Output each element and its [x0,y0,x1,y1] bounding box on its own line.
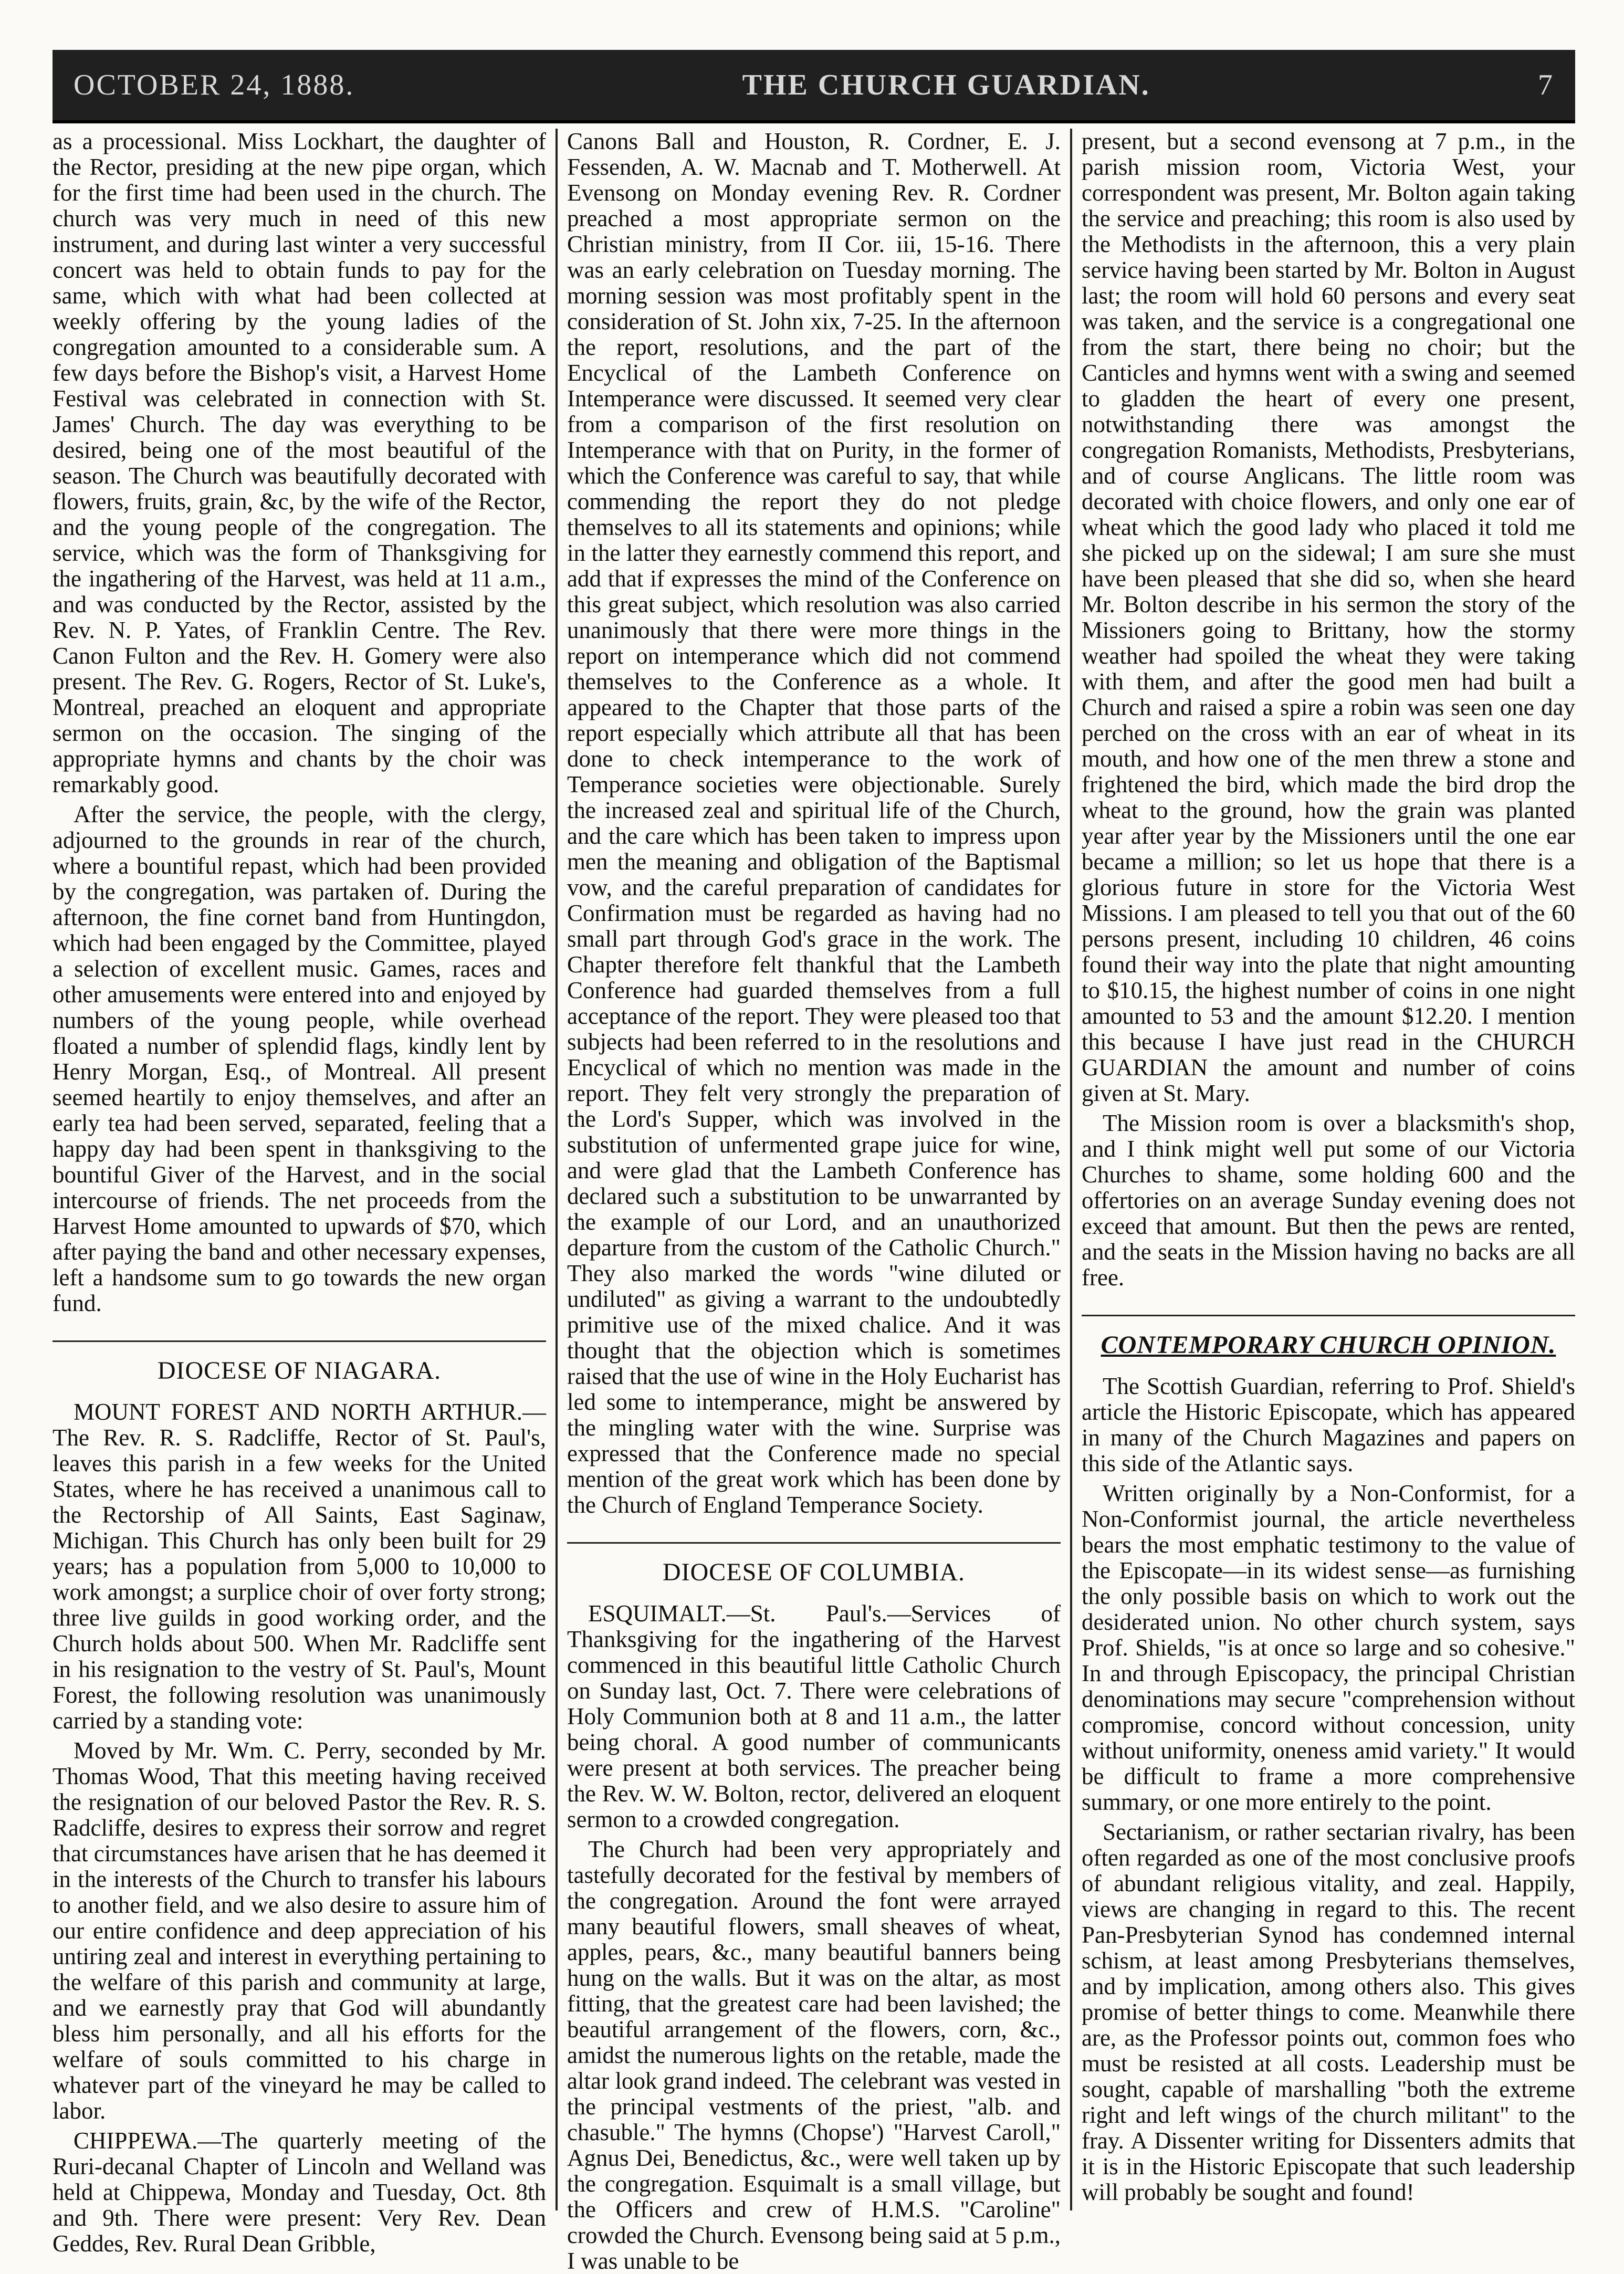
section-heading-niagara: DIOCESE OF NIAGARA. [53,1340,546,1384]
page-number: 7 [1538,69,1554,101]
paragraph: Sectarianism, or rather sectarian rivalry, has been often regarded as one of the most conclusive proofs of abundant religious vitality, and zeal. Happily, views are changing in regard to this. The recent Pan-Presbyterian Synod has condemned internal schism, at least among Presbyterians themselves, and by implication, among others also. This gives promise of better things to come. Meanwhile there are, as the Professor points out, common foes who must be resisted at all costs. Leadership must be sought, capable of marshalling "both the extreme right and left wings of the church militant" to the fray. A Dissenter writing for Dissenters admits that it is in the Historic Episcopate that such leadership will probably be sought and found! [1082,1819,1575,2205]
section-heading-opinion: CONTEMPORARY CHURCH OPINION. [1082,1315,1575,1358]
paragraph: present, but a second evensong at 7 p.m., in the parish mission room, Victoria West, your correspondent was present, Mr. Bolton again taking the service and preaching; this room is also used by the Methodists in the afternoon, this a very plain service having been started by Mr. Bolton in August last; the room will hold 60 persons and every seat was taken, and the service is a congregational one from the start, there being no choir; but the Canticles and hymns went with a swing and seemed to gladden the heart of every one present, notwithstanding there was amongst the congregation Romanists, Methodists, Presbyterians, and of course Anglicans. The little room was decorated with choice flowers, and only one ear of wheat which the good lady who placed it told me she picked up on the sidewal; I am sure she must have been pleased that she did so, when she heard Mr. Bolton describe in his sermon the story of the Missioners going to Brittany, how the stormy weather had spoiled the wheat they were taking with them, and after the good men had built a Church and raised a spire a robin was seen one day perched on the cross with an ear of wheat in its mouth, and how one of the men threw a stone and frightened the bird, which made the bird drop the wheat to the ground, how the grain was planted year after year by the Missioners until the one ear became a million; so let us hope that there is a glorious future in store for the Victoria West Missions. I am pleased to tell you that out of the 60 persons present, including 10 children, 46 coins found their way into the plate that night amounting to $10.15, the highest number of coins in one night amounted to 53 and the amount $12.20. I mention this because I have just read in the CHURCH GUARDIAN the amount and number of coins given at St. Mary. [1082,128,1575,1106]
column-3 [1082,129,1575,2210]
paragraph: Written originally by a Non-Conformist, for a Non-Conformist journal, the article nevertheless bears the most emphatic testimony to the value of the Episcopate—in its widest sense—as furnishing the only possible basis on which to work out the desiderated union. No other church system, says Prof. Shields, "is at once so large and so cohesive." In and through Episcopacy, the principal Christian denominations may secure "comprehension without compromise, concord without concession, unity without uniformity, oneness amid variety." It would be difficult to frame a more comprehensive summary, or one more entirely to the point. [1082,1480,1575,1815]
paragraph: as a processional. Miss Lockhart, the daughter of the Rector, presiding at the new pipe organ, which for the first time had been used in the church. The church was very much in need of this new instrument, and during last winter a very successful concert was held to obtain funds to pay for the same, which with what had been collected at weekly offering by the young ladies of the congregation amounted to a considerable sum. A few days before the Bishop's visit, a Harvest Home Festival was celebrated in connection with St. James' Church. The day was everything to be desired, being one of the most beautiful of the season. The Church was beautifully decorated with flowers, fruits, grain, &c, by the wife of the Rector, and the young people of the congregation. The service, which was the form of Thanksgiving for the ingathering of the Harvest, was held at 11 a.m., and was conducted by the Rector, assisted by the Rev. N. P. Yates, of Franklin Centre. The Rev. Canon Fulton and the Rev. H. Gomery were also present. The Rev. G. Rogers, Rector of St. Luke's, Montreal, preached an eloquent and appropriate sermon on the occasion. The singing of the appropriate hymns and chants by the choir was remarkably good. [53,128,546,798]
place-lead: CHIPPEWA.— [74,2128,222,2154]
paragraph: MOUNT FOREST AND NORTH ARTHUR.—The Rev. R. S. Radcliffe, Rector of St. Paul's, leaves this parish in a few weeks for the United States, where he has received a unanimous call to the Rectorship of All Saints, East Saginaw, Michigan. This Church has only been built for 29 years; has a population from 5,000 to 10,000 to work amongst; a surplice choir of over forty strong; three live guilds in good working order, and the Church holds about 500. When Mr. Radcliffe sent in his resignation to the vestry of St. Paul's, Mount Forest, the following resolution was unanimously carried by a standing vote: [53,1399,546,1734]
column-2 [567,128,1061,2274]
paragraph: Canons Ball and Houston, R. Cordner, E. J. Fessenden, A. W. Macnab and T. Motherwell. At Evensong on Monday evening Rev. R. Cordner preached a most appropriate sermon on the Christian ministry, from II Cor. iii, 15-16. There was an early celebration on Tuesday morning. The morning session was most profitably spent in the consideration of St. John xix, 7-25. In the afternoon the report, resolutions, and the part of the Encyclical of the Lambeth Conference on Intemperance were discussed. It seemed very clear from a comparison of the first resolution on Intemperance with that on Purity, in the former of which the Conference was careful to say, that while commending the report they do not pledge themselves to all its statements and opinions; while in the latter they earnestly commend this report, and add that if expresses the mind of the Conference on this great subject, which resolution was also carried unanimously that there were more things in the report on intemperance which did not commend themselves to the Conference as a whole. It appeared to the Chapter that those parts of the report especially which attribute all that has been done to check intemperance to the work of Temperance societies were objectionable. Surely the increased zeal and spiritual life of the Church, and the care which has been taken to impress upon men the meaning and obligation of the Baptismal vow, and the careful preparation of candidates for Confirmation must be regarded as having had no small part through God's grace in the work. The Chapter therefore felt thankful that the Lambeth Conference had guarded themselves from a full acceptance of the report. They were pleased too that subjects had been referred to in the resolutions and Encyclical of which no mention was made in the report. They felt very strongly the preparation of the Lord's Supper, which was involved in the substitution of unfermented grape juice for wine, and were glad that the Lambeth Conference has declared such a substitution to be unwarranted by the example of our Lord, and an unauthorized departure from the custom of the Catholic Church." They also marked the words "wine diluted or undiluted" as giving a warrant to the undoubtedly primitive use of the mixed chalice. And it was thought that the objection which is sometimes raised that the use of wine in the Holy Eucharist has led some to intemperance, might be answered by the mingling water with the wine. Surprise was expressed that the Conference made no special mention of the great work which has been done by the Church of England Temperance Society. [567,128,1061,1518]
section-heading-columbia: DIOCESE OF COLUMBIA. [567,1542,1061,1585]
newspaper-title: THE CHURCH GUARDIAN. [742,69,1150,101]
column-divider [1070,129,1072,2210]
paragraph: Moved by Mr. Wm. C. Perry, seconded by Mr. Thomas Wood, That this meeting having received the resignation of our beloved Pastor the Rev. R. S. Radcliffe, desires to express their sorrow and regret that circumstances have arisen that he has deemed it in the interests of the Church to transfer his labours to another field, and we also desire to assure him of our entire confidence and deep appreciation of his untiring zeal and interest in everything pertaining to the welfare of this parish and community at large, and we earnestly pray that God will abundantly bless him personally, and all his efforts for the welfare of souls committed to his charge in whatever part of the vineyard he may be called to labor. [53,1737,546,2124]
place-lead: ESQUIMALT.— [588,1600,750,1627]
place-lead: MOUNT FOREST AND NORTH ARTHUR.— [74,1399,546,1425]
paragraph: The Church had been very appropriately and tastefully decorated for the festival by members of the congregation. Around the font were arrayed many beautiful flowers, small sheaves of wheat, apples, pears, &c., many beautiful banners being hung on the walls. But it was on the altar, as most fitting, that the greatest care had been lavished; the beautiful arrangement of the flowers, corn, &c., amidst the numerous lights on the retable, made the altar look grand indeed. The celebrant was vested in the principal vestments of the priest, "alb. and chasuble." The hymns (Chopse') "Harvest Caroll," Agnus Dei, Benedictus, &c., were well taken up by the congregation. Esquimalt is a small village, but the Officers and crew of H.M.S. "Caroline" crowded the Church. Evensong being said at 5 p.m., I was unable to be [567,1836,1061,2274]
paragraph: CHIPPEWA.—The quarterly meeting of the Ruri-decanal Chapter of Lincoln and Welland was held at Chippewa, Monday and Tuesday, Oct. 8th and 9th. There were present: Very Rev. Dean Geddes, Rev. Rural Dean Gribble, [53,2128,546,2257]
masthead-bar [53,50,1575,123]
paragraph: The Mission room is over a blacksmith's shop, and I think might well put some of our Victoria Churches to shame, some holding 600 and the offertories on an average Sunday evening does not exceed that amount. But then the pews are rented, and the seats in the Mission having no backs are all free. [1082,1110,1575,1291]
column-1 [53,128,546,2257]
issue-date: OCTOBER 24, 1888. [74,69,355,101]
paragraph: After the service, the people, with the clergy, adjourned to the grounds in rear of the church, where a bountiful repast, which had been provided by the congregation, was partaken of. During the afternoon, the fine cornet band from Huntingdon, which had been engaged by the Committee, played a selection of excellent music. Games, races and other amusements were entered into and enjoyed by numbers of the young people, while overhead floated a number of splendid flags, kindly lent by Henry Morgan, Esq., of Montreal. All present seemed heartily to enjoy themselves, and after an early tea had been served, separated, feeling that a happy day had been spent in thanksgiving to the bountiful Giver of the Harvest, and in the social intercourse of friends. The net proceeds from the Harvest Home amounted to upwards of $70, which after paying the band and other necessary expenses, left a handsome sum to go towards the new organ fund. [53,801,546,1316]
column-divider [556,129,558,2210]
paragraph: The Scottish Guardian, referring to Prof. Shield's article the Historic Episcopate, which has appeared in many of the Church Magazines and papers on this side of the Atlantic says. [1082,1373,1575,1476]
paragraph: ESQUIMALT.—St. Paul's.—Services of Thanksgiving for the ingathering of the Harvest commenced in this beautiful little Catholic Church on Sunday last, Oct. 7. There were celebrations of Holy Communion both at 8 and 11 a.m., the latter being choral. A good number of communicants were present at both services. The preacher being the Rev. W. W. Bolton, rector, delivered an eloquent sermon to a crowded congregation. [567,1600,1061,1832]
article-columns [53,128,1575,2274]
